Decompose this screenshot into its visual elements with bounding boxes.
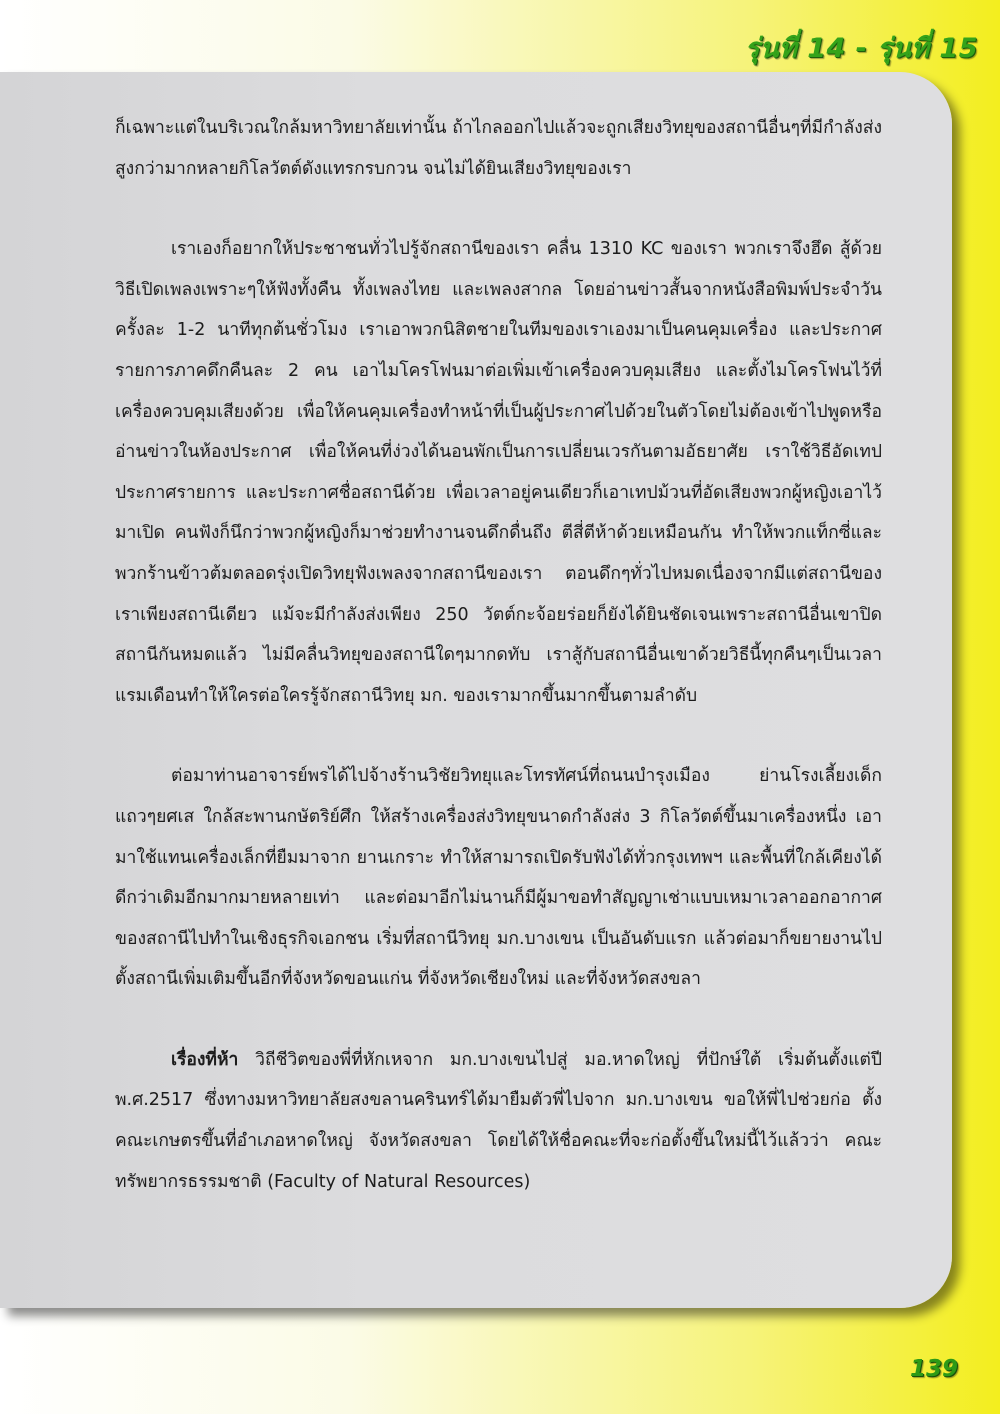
paragraph-3: ต่อมาท่านอาจารย์พรได้ไปจ้างร้านวิชัยวิทยุและโทรทัศน์ที่ถนนบำรุงเมือง ย่านโรงเลี้ยงเด็ก แถวๆยศเส ใกล้สะพานกษัตริย์ศึก ให้สร้างเครื่องส่งวิทยุขนาดกำลังส่ง 3 กิโลวัตต์ขึ้นมาเครื่องหนึ่ง เอามาใช้แทนเครื่องเล็กที่ยืมมาจาก ยานเกราะ ทำให้สามารถเปิดรับฟังได้ทั่วกรุงเทพฯ และพื้นที่ใกล้เคียงได้ดีกว่าเดิมอีกมากมายหลายเท่า และต่อมาอีกไม่นานก็มีผู้มาขอทำสัญญาเช่าแบบเหมาเวลาออกอากาศของสถานีไปทำในเชิงธุรกิจเอกชน เริ่มที่สถานีวิทยุ มก.บางเขน เป็นอันดับแรก แล้วต่อมาก็ขยายงานไปตั้งสถานีเพิ่มเติมขึ้นอีกที่จังหวัดขอนแก่น ที่จังหวัดเชียงใหม่ และที่จังหวัดสงขลา	[115, 766, 882, 990]
paragraph-4	[115, 1040, 882, 1202]
section-heading-inline: เรื่องที่ห้า	[171, 1049, 239, 1070]
running-header: รุ่นที่ 14 - รุ่นที่ 15	[745, 33, 978, 64]
paragraph-4-text: วิถีชีวิตของพี่ที่หักเหจาก มก.บางเขนไปสู่ มอ.หาดใหญ่ ที่ปักษ์ใต้ เริ่มต้นตั้งแต่ปี พ.ศ.2517 ซึ่งทางมหาวิทยาลัยสงขลานครินทร์ได้มายืมตัวพี่ไปจาก มก.บางเขน ขอให้พี่ไปช่วยก่อ ตั้งคณะเกษตรขึ้นที่อำเภอหาดใหญ่ จังหวัดสงขลา โดยได้ให้ชื่อคณะที่จะก่อตั้งขึ้นใหม่นี้ไว้แล้วว่า คณะทรัพยากรธรรมชาติ (Faculty of Natural Resources)	[115, 1049, 882, 1192]
paragraph-2: เราเองก็อยากให้ประชาชนทั่วไปรู้จักสถานีของเรา คลื่น 1310 KC ของเรา พวกเราจึงฮึด สู้ด้วยวิธีเปิดเพลงเพราะๆให้ฟังทั้งคืน ทั้งเพลงไทย และเพลงสากล โดยอ่านข่าวสั้นจากหนังสือพิมพ์ประจำวันครั้งละ 1-2 นาทีทุกต้นชั่วโมง เราเอาพวกนิสิตชายในทีมของเราเองมาเป็นคนคุมเครื่อง และประกาศรายการภาคดึกคืนละ 2 คน เอาไมโครโฟนมาต่อเพิ่มเข้าเครื่องควบคุมเสียง และตั้งไมโครโฟนไว้ที่เครื่องควบคุมเสียงด้วย เพื่อให้คนคุมเครื่องทำหน้าที่เป็นผู้ประกาศไปด้วยในตัวโดยไม่ต้องเข้าไปพูดหรืออ่านข่าวในห้องประกาศ เพื่อให้คนที่ง่วงได้นอนพักเป็นการเปลี่ยนเวรกันตามอัธยาศัย เราใช้วิธีอัดเทปประกาศรายการ และประกาศชื่อสถานีด้วย เพื่อเวลาอยู่คนเดียวก็เอาเทปม้วนที่อัดเสียงพวกผู้หญิงเอาไว้มาเปิด คนฟังก็นึกว่าพวกผู้หญิงก็มาช่วยทำงานจนดึกดื่นถึง ตีสี่ตีห้าด้วยเหมือนกัน ทำให้พวกแท็กซี่และพวกร้านข้าวต้มตลอดรุ่งเปิดวิทยุฟังเพลงจากสถานีของเรา ตอนดึกๆทั่วไปหมดเนื่องจากมีแต่สถานีของเราเพียงสถานีเดียว แม้จะมีกำลังส่งเพียง 250 วัตต์กะจ้อยร่อยก็ยังได้ยินชัดเจนเพราะสถานีอื่นเขาปิดสถานีกันหมดแล้ว ไม่มีคลื่นวิทยุของสถานีใดๆมากดทับ เราสู้กับสถานีอื่นเขาด้วยวิธีนี้ทุกคืนๆเป็นเวลาแรมเดือนทำให้ใครต่อใครรู้จักสถานีวิทยุ มก. ของเรามากขึ้นมากขึ้นตามลำดับ	[115, 239, 882, 706]
paragraph-1: ก็เฉพาะแต่ในบริเวณใกล้มหาวิทยาลัยเท่านั้น ถ้าไกลออกไปแล้วจะถูกเสียงวิทยุของสถานีอื่นๆที่มีกำลังส่งสูงกว่ามากหลายกิโลวัตต์ดังแทรกรบกวน จนไม่ได้ยินเสียงวิทยุของเรา	[115, 118, 882, 179]
body-text	[115, 108, 882, 1242]
page-number: 139	[910, 1356, 959, 1382]
